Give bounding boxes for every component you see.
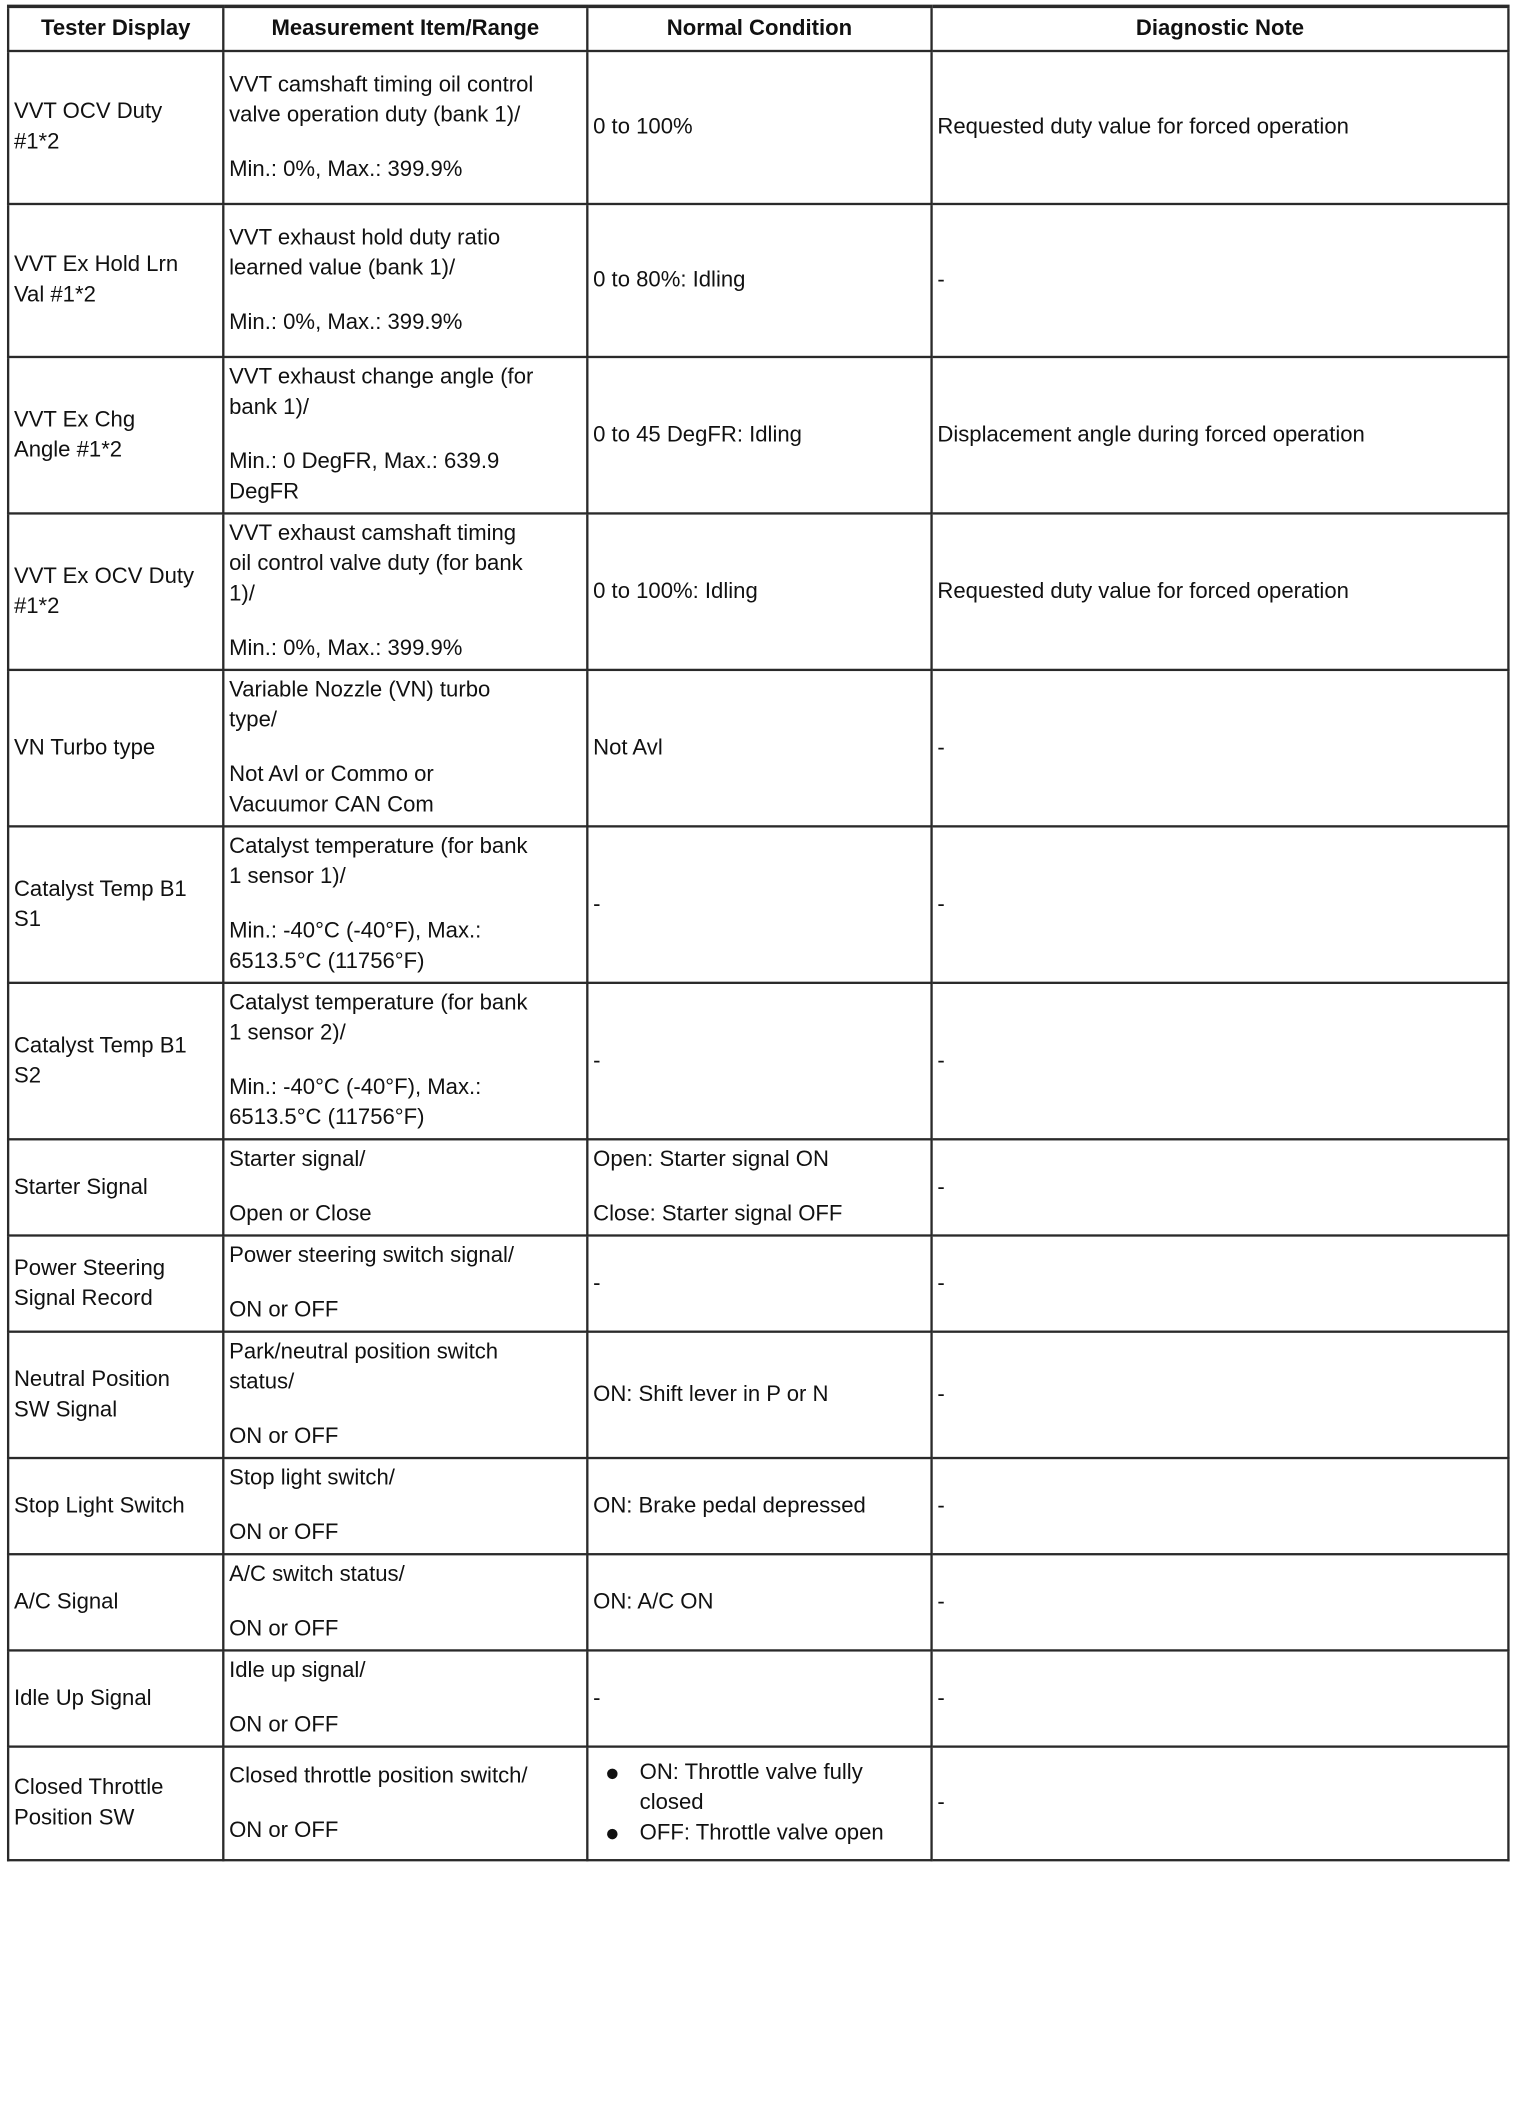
diagnostic-note-cell: Requested duty value for forced operation <box>932 513 1509 669</box>
measurement-item-cell <box>223 1235 587 1331</box>
measurement-range-line: ON or OFF <box>229 1520 339 1545</box>
tester-display-cell <box>8 670 223 826</box>
table-row <box>8 204 1508 357</box>
paragraph-gap <box>229 1791 581 1815</box>
diagnostic-note-cell: Displacement angle during forced operation <box>932 357 1509 513</box>
tester-display-line: Idle Up Signal <box>13 1685 152 1711</box>
normal-condition-line: OFF: Throttle valve open <box>639 1820 884 1846</box>
paragraph-gap <box>229 130 581 154</box>
measurement-item-line: VVT exhaust change angle (for <box>229 365 534 390</box>
table-row <box>8 1554 1508 1650</box>
tester-display-line: VVT Ex Hold Lrn <box>13 252 179 278</box>
normal-condition-cell <box>587 513 931 669</box>
measurement-range-line: Open or Close <box>229 1201 372 1227</box>
diagnostic-note-cell: - <box>932 1332 1509 1458</box>
normal-condition-cell <box>587 826 931 982</box>
normal-condition-line: ON: Shift lever in P or N <box>593 1382 829 1407</box>
normal-condition-cell <box>587 1458 931 1554</box>
tester-display-line: VVT Ex Chg <box>13 407 136 432</box>
header-tester-display: Tester Display <box>8 6 223 51</box>
header-diagnostic-note: Diagnostic Note <box>932 6 1509 51</box>
tester-display-cell <box>8 1747 223 1861</box>
measurement-item-line: VVT exhaust camshaft timing <box>229 521 517 546</box>
normal-condition-line: ON: Brake pedal depressed <box>593 1493 866 1518</box>
measurement-range-line: Min.: 0%, Max.: 399.9% <box>229 157 463 182</box>
measurement-range-line: ON or OFF <box>229 1424 339 1449</box>
measurement-item-cell <box>223 983 587 1139</box>
paragraph-gap <box>229 1049 581 1073</box>
measurement-item-cell <box>223 1554 587 1650</box>
header-measurement-item: Measurement Item/Range <box>223 6 587 51</box>
measurement-item-cell <box>223 51 587 204</box>
measurement-item-cell <box>223 1747 587 1861</box>
diagnostic-note-cell: - <box>932 1458 1509 1554</box>
normal-condition-line: Open: Starter signal ON <box>593 1147 829 1172</box>
paragraph-gap <box>229 423 581 447</box>
tester-display-line: S1 <box>13 906 41 932</box>
tester-display-line: A/C Signal <box>13 1589 119 1614</box>
normal-condition-line: 0 to 100% <box>593 114 693 140</box>
tester-display-line: Stop Light Switch <box>13 1493 185 1518</box>
tester-display-cell <box>8 1458 223 1554</box>
measurement-item-cell <box>223 826 587 982</box>
paragraph-gap <box>229 1175 581 1199</box>
normal-condition-cell <box>587 670 931 826</box>
diagnostic-note-cell: - <box>932 670 1509 826</box>
measurement-item-cell <box>223 1458 587 1554</box>
tester-display-line: Angle #1*2 <box>13 437 123 462</box>
measurement-range-line: ON or OFF <box>229 1298 339 1323</box>
measurement-item-line: Park/neutral position switch <box>229 1339 499 1365</box>
table-row <box>8 1650 1508 1746</box>
normal-condition-line: - <box>593 1048 601 1073</box>
normal-condition-cell <box>587 1650 931 1746</box>
normal-condition-bullet <box>640 1758 926 1818</box>
measurement-item-line: Variable Nozzle (VN) turbo <box>229 678 491 703</box>
normal-condition-line: closed <box>639 1790 704 1815</box>
tester-display-cell <box>8 826 223 982</box>
tester-display-cell <box>8 513 223 669</box>
tester-display-line: Signal Record <box>13 1285 153 1311</box>
paragraph-gap <box>229 1590 581 1614</box>
diagnostic-data-table <box>7 5 1510 1862</box>
paragraph-gap <box>229 892 581 916</box>
measurement-range-line: Min.: 0%, Max.: 399.9% <box>229 310 463 335</box>
tester-display-line: Val #1*2 <box>13 282 96 308</box>
tester-display-line: S2 <box>13 1063 41 1088</box>
normal-condition-cell <box>587 204 931 357</box>
tester-display-cell <box>8 1650 223 1746</box>
table-body <box>8 51 1508 1860</box>
normal-condition-line: Not Avl <box>593 735 663 760</box>
paragraph-gap <box>229 1494 581 1518</box>
measurement-item-line: status/ <box>229 1369 295 1395</box>
measurement-item-line: Catalyst temperature (for bank <box>229 990 528 1016</box>
measurement-item-cell <box>223 1650 587 1746</box>
paragraph-gap <box>229 283 581 307</box>
measurement-item-line: Stop light switch/ <box>229 1466 395 1491</box>
measurement-range-line: Not Avl or Commo or <box>229 762 434 787</box>
table-row <box>8 51 1508 204</box>
measurement-item-line: 1 sensor 1)/ <box>229 864 346 889</box>
paragraph-gap <box>593 1175 926 1199</box>
table-row <box>8 1139 1508 1235</box>
measurement-item-cell <box>223 513 587 669</box>
normal-condition-line: 0 to 80%: Idling <box>593 267 746 293</box>
tester-display-line: VVT OCV Duty <box>13 99 163 125</box>
diagnostic-note-cell: Requested duty value for forced operation <box>932 51 1509 204</box>
table-row <box>8 513 1508 669</box>
table-row <box>8 826 1508 982</box>
diagnostic-note-cell: - <box>932 1139 1509 1235</box>
header-normal-condition: Normal Condition <box>587 6 931 51</box>
diagnostic-note-cell: - <box>932 1650 1509 1746</box>
tester-display-cell <box>8 1235 223 1331</box>
measurement-range-line: DegFR <box>229 479 300 505</box>
tester-display-cell <box>8 1139 223 1235</box>
measurement-item-line: valve operation duty (bank 1)/ <box>229 102 521 127</box>
measurement-item-line: Closed throttle position switch/ <box>229 1763 528 1788</box>
normal-condition-cell <box>587 357 931 513</box>
diagnostic-note-cell: - <box>932 1235 1509 1331</box>
normal-condition-line: - <box>593 1270 601 1296</box>
measurement-item-line: learned value (bank 1)/ <box>229 255 456 280</box>
normal-condition-cell <box>587 1235 931 1331</box>
diagnostic-note-cell: - <box>932 1747 1509 1861</box>
measurement-range-line: Min.: -40°C (-40°F), Max.: <box>229 919 482 944</box>
measurement-range-line: Min.: -40°C (-40°F), Max.: <box>229 1075 482 1100</box>
diagnostic-note-cell: - <box>932 826 1509 982</box>
table-row <box>8 1235 1508 1331</box>
measurement-range-line: ON or OFF <box>229 1616 339 1642</box>
tester-display-line: Catalyst Temp B1 <box>13 876 187 902</box>
tester-display-cell <box>8 204 223 357</box>
tester-display-line: #1*2 <box>13 129 60 155</box>
table-row <box>8 357 1508 513</box>
measurement-item-line: 1 sensor 2)/ <box>229 1021 346 1046</box>
tester-display-cell <box>8 357 223 513</box>
tester-display-line: Position SW <box>13 1805 135 1831</box>
measurement-range-line: ON or OFF <box>229 1713 339 1738</box>
measurement-item-line: Power steering switch signal/ <box>229 1243 515 1268</box>
paragraph-gap <box>229 736 581 760</box>
normal-condition-cell <box>587 51 931 204</box>
normal-condition-line: - <box>593 1685 601 1711</box>
measurement-range-line: 6513.5°C (11756°F) <box>229 1105 425 1131</box>
tester-display-line: Starter Signal <box>13 1174 148 1199</box>
measurement-range-line: 6513.5°C (11756°F) <box>229 949 425 974</box>
tester-display-cell <box>8 983 223 1139</box>
diagnostic-note-cell: - <box>932 1554 1509 1650</box>
measurement-item-line: 1)/ <box>229 581 255 607</box>
measurement-item-cell <box>223 670 587 826</box>
table-row <box>8 1747 1508 1861</box>
measurement-item-line: type/ <box>229 708 278 733</box>
normal-condition-line: ON: A/C ON <box>593 1589 714 1614</box>
tester-display-line: Neutral Position <box>13 1367 170 1392</box>
tester-display-cell <box>8 1332 223 1458</box>
measurement-item-line: oil control valve duty (for bank <box>229 551 523 577</box>
measurement-range-line: Min.: 0%, Max.: 399.9% <box>229 636 463 661</box>
normal-condition-line: ON: Throttle valve fully <box>639 1760 863 1785</box>
measurement-range-line: Vacuumor CAN Com <box>229 792 434 818</box>
normal-condition-list <box>593 1758 926 1848</box>
tester-display-cell <box>8 51 223 204</box>
table-row <box>8 1458 1508 1554</box>
normal-condition-cell <box>587 1139 931 1235</box>
table-row <box>8 670 1508 826</box>
measurement-item-line: VVT exhaust hold duty ratio <box>229 225 501 250</box>
tester-display-cell <box>8 1554 223 1650</box>
measurement-item-line: Idle up signal/ <box>229 1658 366 1683</box>
measurement-item-line: Catalyst temperature (for bank <box>229 834 528 859</box>
measurement-range-line: Min.: 0 DegFR, Max.: 639.9 <box>229 449 500 475</box>
tester-display-line: SW Signal <box>13 1397 118 1422</box>
tester-display-line: Power Steering <box>13 1255 166 1281</box>
normal-condition-cell <box>587 1332 931 1458</box>
normal-condition-bullet <box>640 1818 926 1848</box>
tester-display-line: Catalyst Temp B1 <box>13 1033 187 1058</box>
tester-display-line: Closed Throttle <box>13 1775 164 1800</box>
paragraph-gap <box>229 1398 581 1422</box>
measurement-item-cell <box>223 204 587 357</box>
table-header-row <box>8 6 1508 51</box>
normal-condition-line: Close: Starter signal OFF <box>593 1201 843 1227</box>
measurement-item-line: bank 1)/ <box>229 395 309 420</box>
measurement-item-line: A/C switch status/ <box>229 1562 405 1587</box>
normal-condition-cell <box>587 1554 931 1650</box>
table-row <box>8 1332 1508 1458</box>
tester-display-line: VN Turbo type <box>13 735 156 760</box>
measurement-item-cell <box>223 1332 587 1458</box>
measurement-item-line: VVT camshaft timing oil control <box>229 72 534 97</box>
measurement-item-cell <box>223 357 587 513</box>
normal-condition-line: - <box>593 891 601 917</box>
table-row <box>8 983 1508 1139</box>
tester-display-line: VVT Ex OCV Duty <box>13 563 195 589</box>
paragraph-gap <box>229 1271 581 1295</box>
normal-condition-line: 0 to 45 DegFR: Idling <box>593 422 802 447</box>
normal-condition-cell <box>587 983 931 1139</box>
diagnostic-note-cell: - <box>932 204 1509 357</box>
normal-condition-line: 0 to 100%: Idling <box>593 578 758 604</box>
measurement-range-line: ON or OFF <box>229 1817 339 1843</box>
measurement-item-line: Starter signal/ <box>229 1147 366 1172</box>
diagnostic-note-cell: - <box>932 983 1509 1139</box>
normal-condition-cell <box>587 1747 931 1861</box>
paragraph-gap <box>229 1686 581 1710</box>
measurement-item-cell <box>223 1139 587 1235</box>
paragraph-gap <box>229 610 581 634</box>
tester-display-line: #1*2 <box>13 593 60 619</box>
